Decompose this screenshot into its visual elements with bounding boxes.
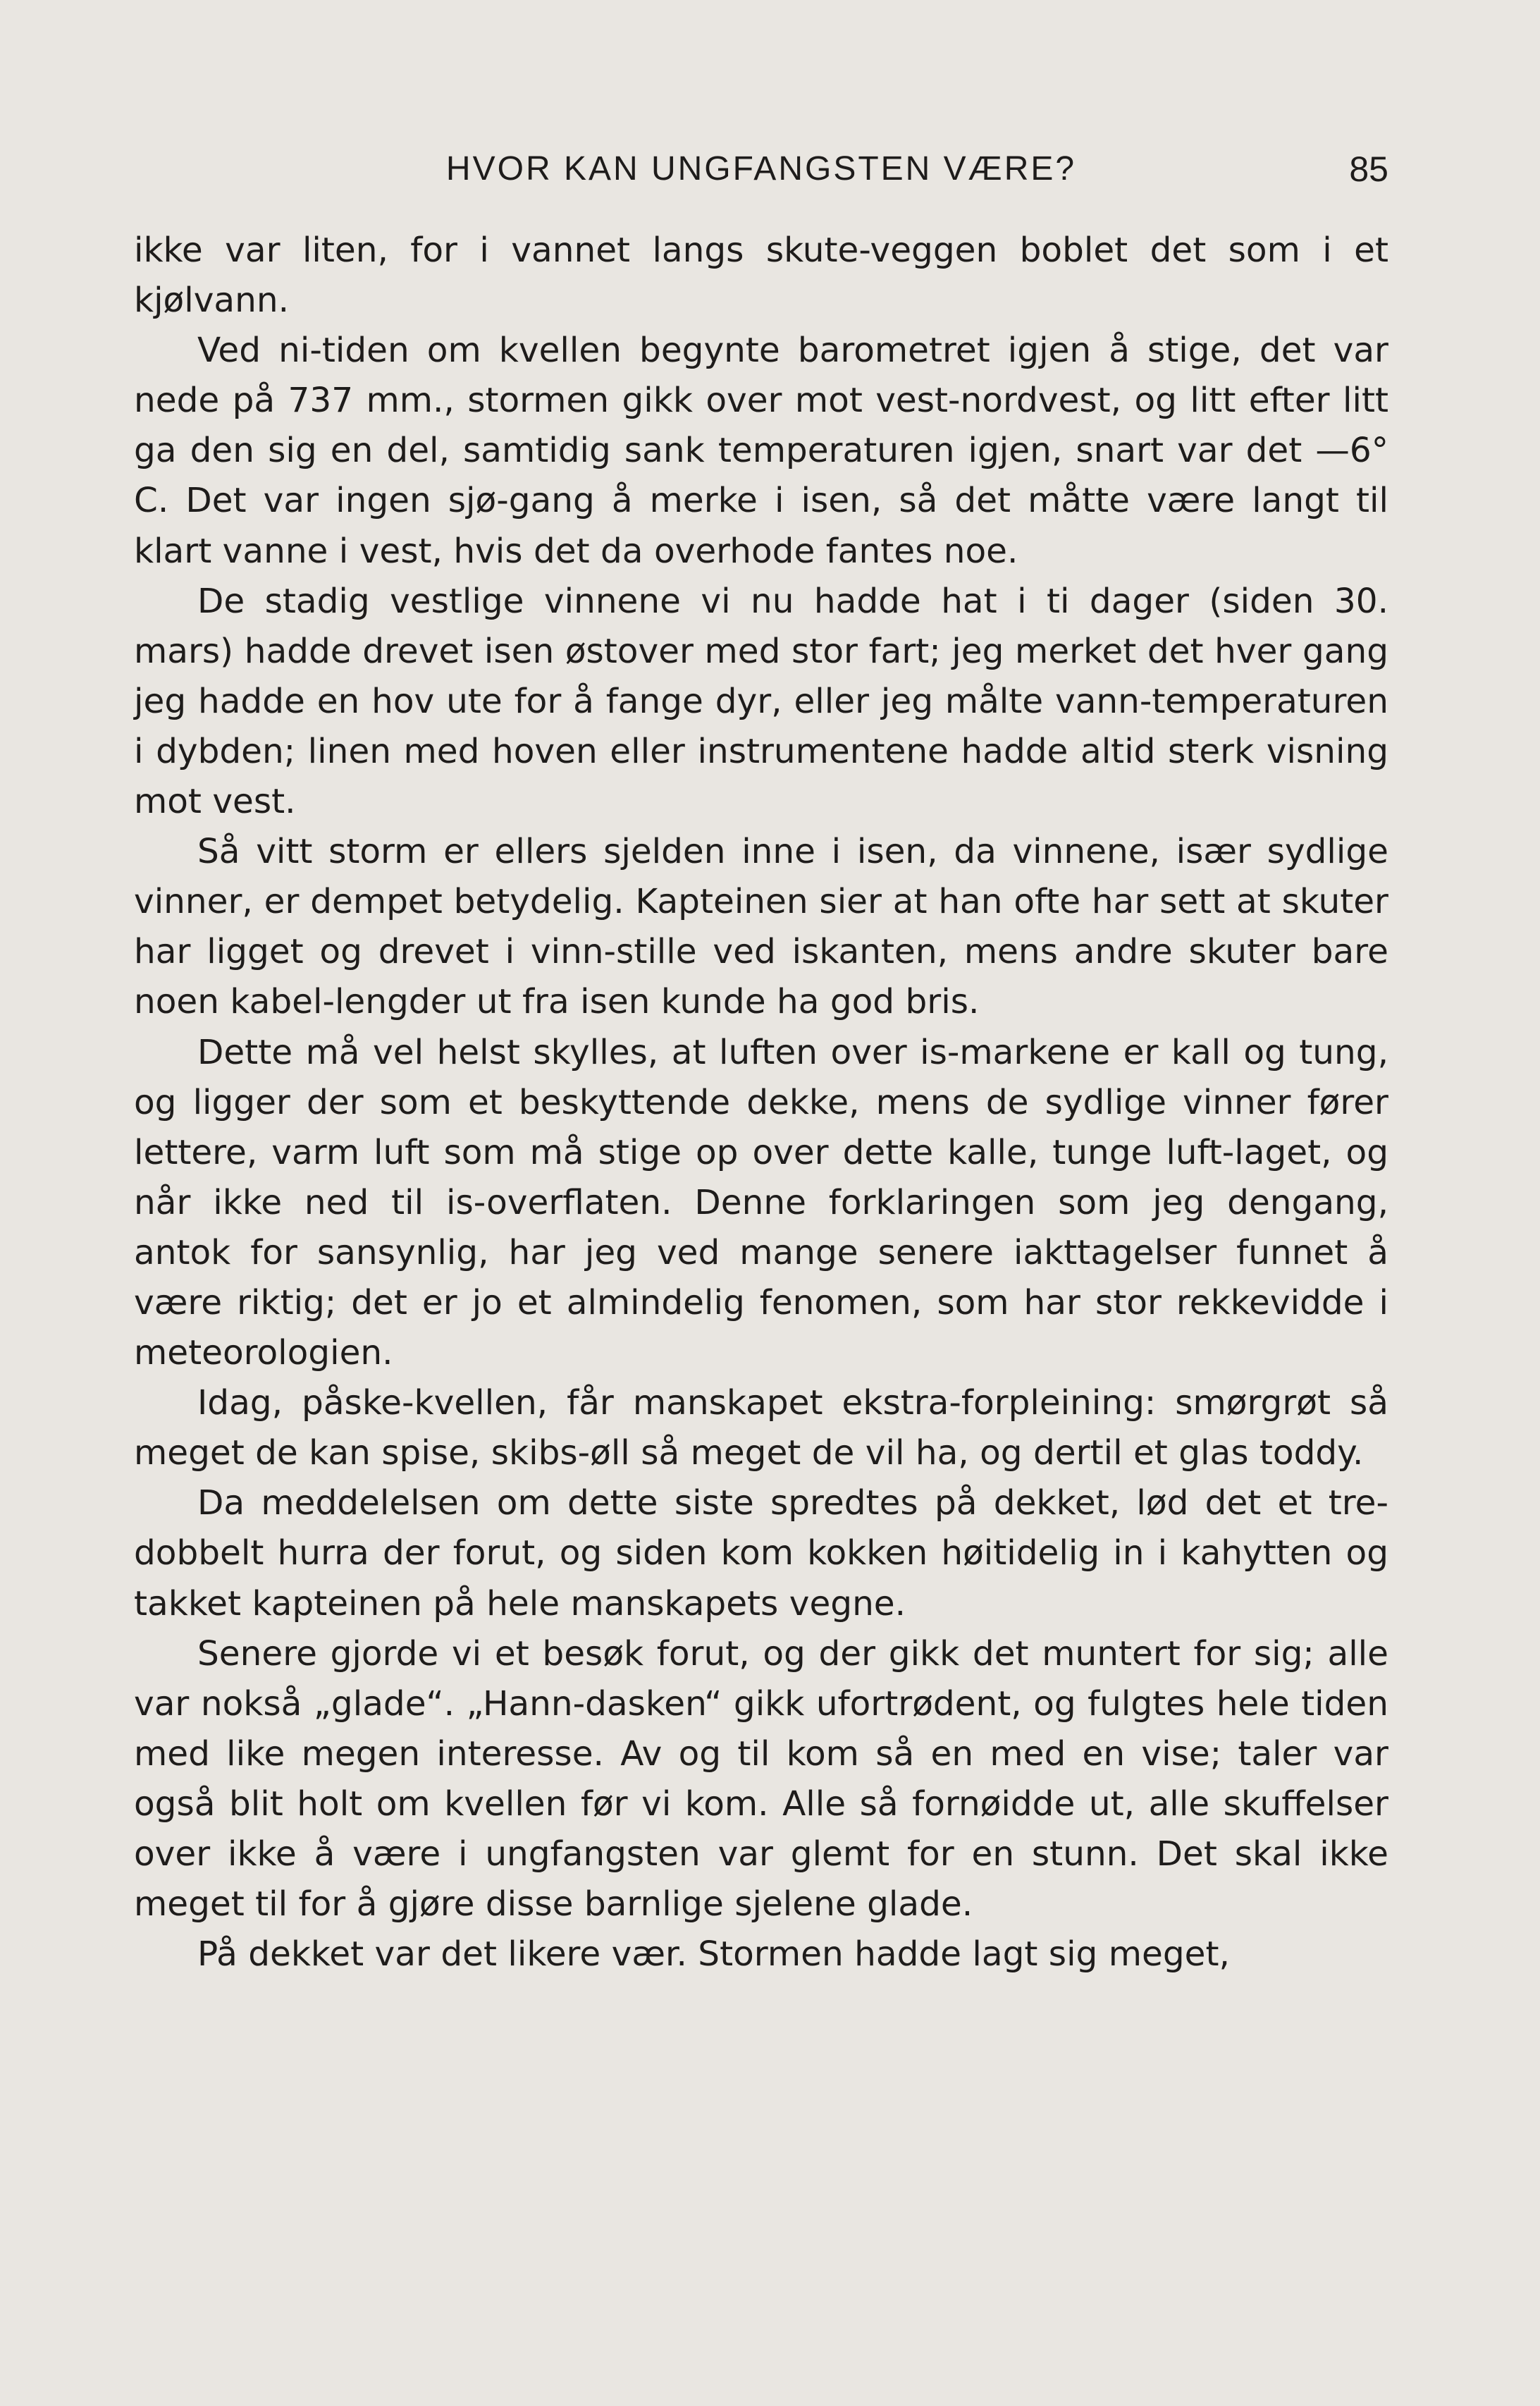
paragraph: På dekket var det likere vær. Stormen hadde lagt sig meget,: [197, 1934, 1230, 1975]
paragraph: De stadig vestlige vinnene vi nu hadde hat i ti dager (siden 30. mars) hadde drevet isen østover med stor fart; jeg merket det hver gang jeg hadde en hov ute for å fange dyr, eller jeg målte vann-temperaturen i dybden; linen med hoven eller instrumentene hadde altid sterk visning mot vest.: [134, 581, 1388, 822]
paragraph: Da meddelelsen om dette siste spredtes på dekket, lød det et tre-dobbelt hurra der forut, og siden kom kokken høitidelig in i kahytten og takket kapteinen på hele manskapets vegne.: [134, 1483, 1388, 1624]
chapter-title: HVOR KAN UNGFANGSTEN VÆRE?: [445, 150, 1077, 188]
page-number: 85: [1349, 149, 1388, 189]
paragraph: Senere gjorde vi et besøk forut, og der gikk det muntert for sig; alle var nokså „glade“. „Hann-dasken“ gikk ufortrødent, og fulgtes hele tiden med like megen interesse. Av og til kom så en med en vise; taler var også blit holt om kvellen før vi kom. Alle så fornøidde ut, alle skuffelser over ikke å være i ungfangsten var glemt for en stunn. Det skal ikke meget til for å gjøre disse barnlige sjelene glade.: [134, 1633, 1388, 1925]
paragraph: Så vitt storm er ellers sjelden inne i isen, da vinnene, især sydlige vinner, er dempet betydelig. Kapteinen sier at han ofte har sett at skuter har ligget og drevet i vinn-stille ved iskanten, mens andre skuter bare noen kabel-lengder ut fra isen kunde ha god bris.: [134, 832, 1388, 1022]
paragraph: Dette må vel helst skylles, at luften over is-markene er kall og tung, og ligger der som et beskyttende dekke, mens de sydlige vinner fører lettere, varm luft som må stige op over dette kalle, tunge luft-laget, og når ikke ned til is-overflaten. Denne forklaringen som jeg dengang, antok for sansynlig, har jeg ved mange senere iakttagelser funnet å være riktig; det er jo et almindelig fenomen, som har stor rekkevidde i meteorologien.: [134, 1032, 1388, 1373]
running-head: [134, 145, 1388, 194]
paragraph: ikke var liten, for i vannet langs skute-veggen boblet det som i et kjølvann.: [134, 231, 1388, 321]
body-text: [134, 226, 1388, 1980]
paragraph: Ved ni-tiden om kvellen begynte barometret igjen å stige, det var nede på 737 mm., stormen gikk over mot vest-nordvest, og litt efter litt ga den sig en del, samtidig sank temperaturen igjen, snart var det —6° C. Det var ingen sjø-gang å merke i isen, så det måtte være langt til klart vanne i vest, hvis det da overhode fantes noe.: [134, 331, 1388, 571]
paragraph: Idag, påske-kvellen, får manskapet ekstra-forpleining: smørgrøt så meget de kan spise, skibs-øll så meget de vil ha, og dertil et glas toddy.: [134, 1383, 1388, 1473]
